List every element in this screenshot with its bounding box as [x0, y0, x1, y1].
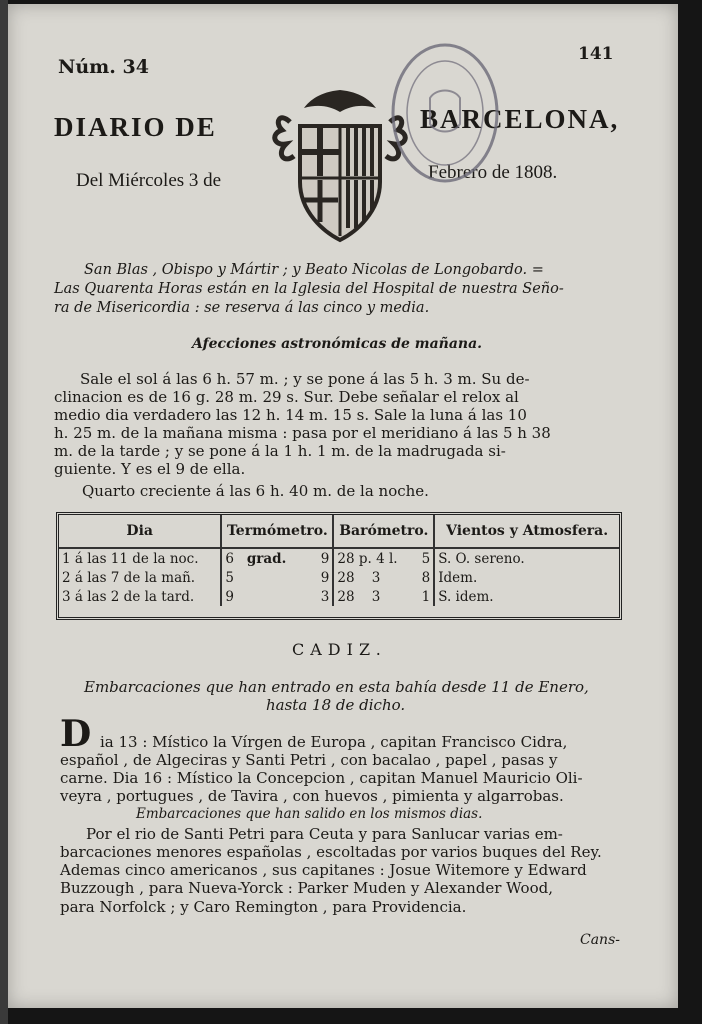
astronomy-heading: Afecciones astronómicas de mañana. — [192, 336, 483, 352]
cadiz-line: ia 13 : Místico la Vírgen de Europa , capitan Francisco Cidra, — [100, 733, 568, 751]
saints-line-3: ra de Misericordia : se reserva á las cinco y media. — [54, 300, 430, 316]
astronomy-line: m. de la tarde ; y se pone á la 1 h. 1 m. de la madrugada si- — [54, 442, 506, 460]
cell-vientos: S. idem. — [438, 588, 494, 605]
date-left: Del Miércoles 3 de — [76, 170, 222, 191]
column-header-dia: Dia — [59, 515, 221, 548]
cadiz-subheading-1: Embarcaciones que han entrado en esta bahía desde 11 de Enero, — [84, 678, 589, 696]
column-header-termometro: Termómetro. — [221, 515, 333, 548]
cell-dia: 3 á las 2 de la tard. — [59, 587, 221, 606]
cadiz-departures-heading: Embarcaciones que han salido en los mismos dias. — [136, 806, 483, 822]
astronomy-line: guiente. Y es el 9 de ella. — [54, 460, 246, 478]
cell-dia: 2 á las 7 de la mañ. — [59, 568, 221, 587]
drop-cap: D — [60, 713, 92, 755]
cadiz-line: barcaciones menores españolas , escoltadas por varios buques del Rey. — [60, 843, 602, 861]
weather-table — [56, 512, 622, 620]
masthead-title-left: DIARIO DE — [54, 112, 217, 142]
masthead-title-right: BARCELONA, — [420, 104, 620, 134]
cadiz-line: para Norfolck ; y Caro Remington , para Providencia. — [60, 898, 467, 916]
table-row — [59, 568, 619, 587]
table-row — [59, 548, 619, 568]
cell-barometro: 28 p. 4 l. 5 — [333, 548, 434, 568]
astronomy-line: Sale el sol á las 6 h. 57 m. ; y se pone á las 5 h. 3 m. Su de- — [80, 370, 530, 388]
page-number: 141 — [578, 44, 614, 64]
page-gutter — [0, 0, 8, 1024]
astronomy-line: Quarto creciente á las 6 h. 40 m. de la noche. — [82, 482, 429, 500]
cell-termometro: 5 9 — [221, 568, 333, 587]
catchword: Cans- — [580, 932, 620, 948]
cadiz-line: Por el rio de Santi Petri para Ceuta y para Sanlucar varias em- — [86, 825, 563, 843]
library-stamp-icon — [386, 38, 504, 188]
cadiz-line: Ademas cinco americanos , sus capitanes : Josue Witemore y Edward — [60, 861, 587, 879]
cadiz-line: veyra , portugues , de Tavira , con huevos , pimienta y algarrobas. — [60, 787, 564, 805]
cell-barometro: 28 3 8 — [333, 568, 434, 587]
saints-line-1: San Blas , Obispo y Mártir ; y Beato Nicolas de Longobardo. = — [84, 262, 544, 278]
cell-barometro: 28 3 1 — [333, 587, 434, 606]
cadiz-line: carne. Dia 16 : Místico la Concepcion , capitan Manuel Mauricio Oli- — [60, 769, 583, 787]
cell-termometro: 6 grad. 9 — [221, 548, 333, 568]
section-heading-cadiz: CADIZ. — [292, 640, 387, 659]
issue-number: Núm. 34 — [58, 56, 149, 78]
cell-termometro: 9 3 — [221, 587, 333, 606]
cell-dia: 1 á las 11 de la noc. — [59, 548, 221, 568]
astronomy-line: clinacion es de 16 g. 28 m. 29 s. Sur. Debe señalar el relox al — [54, 388, 519, 406]
date-right: Febrero de 1808. — [428, 162, 558, 183]
table-row — [59, 587, 619, 606]
cadiz-subheading-2: hasta 18 de dicho. — [266, 696, 406, 714]
saints-line-2: Las Quarenta Horas están en la Iglesia del Hospital de nuestra Seño- — [54, 281, 564, 297]
astronomy-line: h. 25 m. de la mañana misma : pasa por el meridiano á las 5 h 38 — [54, 424, 551, 442]
column-header-barometro: Barómetro. — [333, 515, 434, 548]
cell-vientos: Idem. — [438, 569, 478, 586]
astronomy-line: medio dia verdadero las 12 h. 14 m. 15 s. Sale la luna á las 10 — [54, 406, 527, 424]
cadiz-line: Buzzough , para Nueva-Yorck : Parker Muden y Alexander Wood, — [60, 879, 553, 897]
column-header-vientos: Vientos y Atmosfera. — [434, 515, 619, 548]
cell-vientos: S. O. sereno. — [438, 550, 525, 567]
cadiz-line: español , de Algeciras y Santi Petri , con bacalao , papel , pasas y — [60, 751, 558, 769]
